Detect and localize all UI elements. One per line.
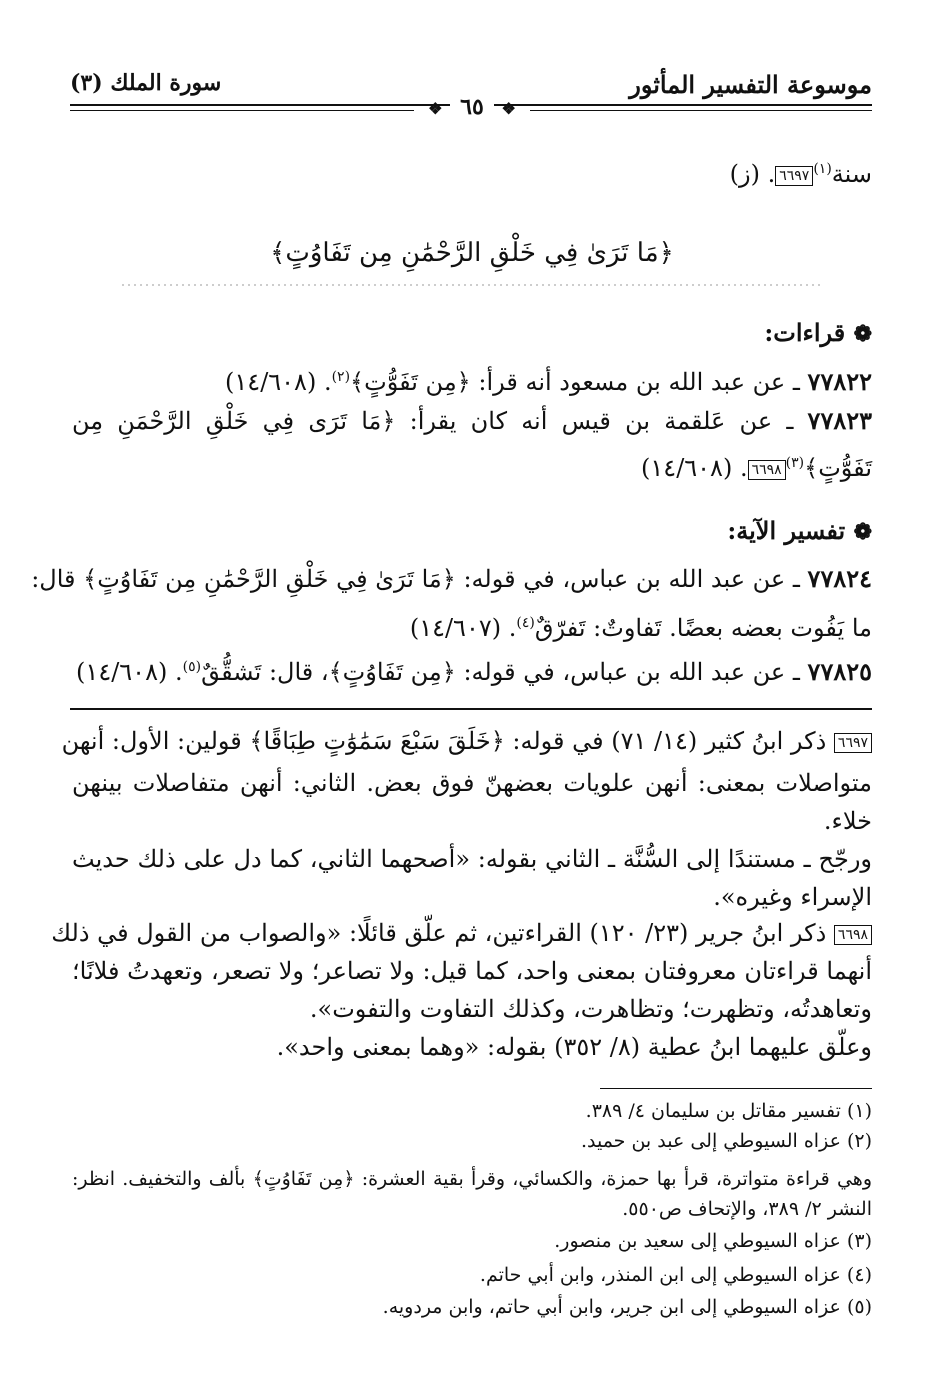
page-number-wrap (0, 94, 944, 120)
commentary-line-5: الإسراء وغيره». (713, 883, 872, 911)
commentary-line-4: ورجّح ـ مستندًا إلى السُّنَّة ـ الثاني بقوله: «أصحهما الثاني، كما دل على ذلك حديث (72, 845, 872, 873)
continuation-line: سنة$^{(١)}$٦٦٩٧. (ز) (729, 160, 872, 188)
commentary-line-8: وتعاهدتُه، وتظهرت؛ وتظاهرت، وكذلك التفاوت والتفوت». (309, 995, 872, 1023)
section-tafsir: ❁ تفسير الآية: (727, 516, 872, 545)
footnote-1: (١) تفسير مقاتل بن سليمان ٤/ ٣٨٩. (585, 1100, 872, 1122)
ornament-icon: ❖ (501, 99, 516, 118)
entry-77825: ٧٧٨٢٥ ـ عن عبد الله بن عباس، في قوله: ﴿مِن تَفَاوُتٍ﴾، قال: تَشقُّقٌ$^{(٥)}$. (١٤/٦٠٨) (76, 657, 872, 686)
entry-77824: ٧٧٨٢٤ ـ عن عبد الله بن عباس، في قوله: ﴿مَا تَرَىٰ فِي خَلْقِ الرَّحْمَٰنِ مِن تَفَاوُتٍ﴾ قال: (31, 564, 872, 593)
book-title: موسوعة التفسير المأثور (629, 70, 872, 99)
footnote-4: (٤) عزاه السيوطي إلى ابن المنذر، وابن أبي حاتم. (479, 1264, 872, 1286)
cross-ref-box: ٦٦٩٧ (834, 733, 872, 753)
cross-ref-box: ٦٦٩٨ (748, 460, 786, 480)
commentary-line-7: أنهما قراءتان معروفتان بمعنى واحد، كما قيل: ولا تصاعر؛ ولا تصعر، وتعهدتُ فلانًا؛ (72, 957, 872, 985)
footnote-2-note: وهي قراءة متواترة، قرأ بها حمزة، والكسائي، وقرأ بقية العشرة: ﴿مِن تَفَاوُتٍ﴾ بألف والتخفيف. انظر: (72, 1168, 872, 1190)
flower-icon: ❁ (853, 519, 872, 545)
surah-title: سورة الملك (٣) (70, 70, 222, 96)
entry-77823-cont: تَفَوُّتٍ﴾$^{(٣)}$٦٦٩٨. (١٤/٦٠٨) (641, 454, 872, 482)
verse-separator (120, 282, 824, 290)
commentary-line-3: خلاء. (823, 807, 872, 835)
flower-icon: ❁ (853, 321, 872, 347)
entry-77822: ٧٧٨٢٢ ـ عن عبد الله بن مسعود أنه قرأ: ﴿مِن تَفَوُّتٍ﴾$^{(٢)}$. (١٤/٦٠٨) (225, 367, 872, 396)
footnote-3: (٣) عزاه السيوطي إلى سعيد بن منصور. (554, 1230, 872, 1252)
cross-ref-box: ٦٦٩٨ (834, 925, 872, 945)
entry-77823: ٧٧٨٢٣ ـ عن عَلقمة بن قيس أنه كان يقرأ: ﴿مَا تَرَى فِي خَلْقِ الرَّحْمَنِ مِن (72, 406, 872, 435)
entry-77824-cont: ما يَفُوت بعضه بعضًا. تَفاوتٌ: تَفرّقٌ$^{(٤)}$. (١٤/٦٠٧) (409, 614, 872, 642)
page-number: ٦٥ (450, 94, 494, 120)
verse-heading: ﴿مَا تَرَىٰ فِي خَلْقِ الرَّحْمَٰنِ مِن تَفَاوُتٍ﴾ (270, 238, 674, 268)
footnote-2: (٢) عزاه السيوطي إلى عبد بن حميد. (580, 1130, 872, 1152)
section-qiraat: ❁ قراءات: (764, 318, 872, 347)
commentary-divider (70, 708, 872, 710)
commentary-line-9: وعلّق عليهما ابنُ عطية (٨/ ٣٥٢) بقوله: «وهما بمعنى واحد». (276, 1033, 872, 1061)
footnote-2-note-cont: النشر ٢/ ٣٨٩، والإتحاف ص٥٥٠. (622, 1198, 872, 1220)
footnote-5: (٥) عزاه السيوطي إلى ابن جرير، وابن أبي حاتم، وابن مردويه. (382, 1296, 872, 1318)
footnote-separator (600, 1088, 872, 1089)
cross-ref-box: ٦٦٩٧ (775, 166, 813, 186)
commentary-line-6: ٦٦٩٨ ذكر ابنُ جرير (٢٣/ ١٢٠) القراءتين، ثم علّق قائلًا: «والصواب من القول في ذلك (72, 916, 872, 950)
commentary-line-2: متواصلات بمعنى: أنهن علويات بعضهنّ فوق بعض. الثاني: أنهن متفاصلات بينهن (72, 769, 872, 797)
commentary-line-1: ٦٦٩٧ ذكر ابنُ كثير (١٤/ ٧١) في قوله: ﴿خَلَقَ سَبْعَ سَمَٰوَٰتٍ طِبَاقًا﴾ قولين: الأول: أنهن (72, 724, 872, 758)
ornament-icon: ❖ (428, 99, 443, 118)
